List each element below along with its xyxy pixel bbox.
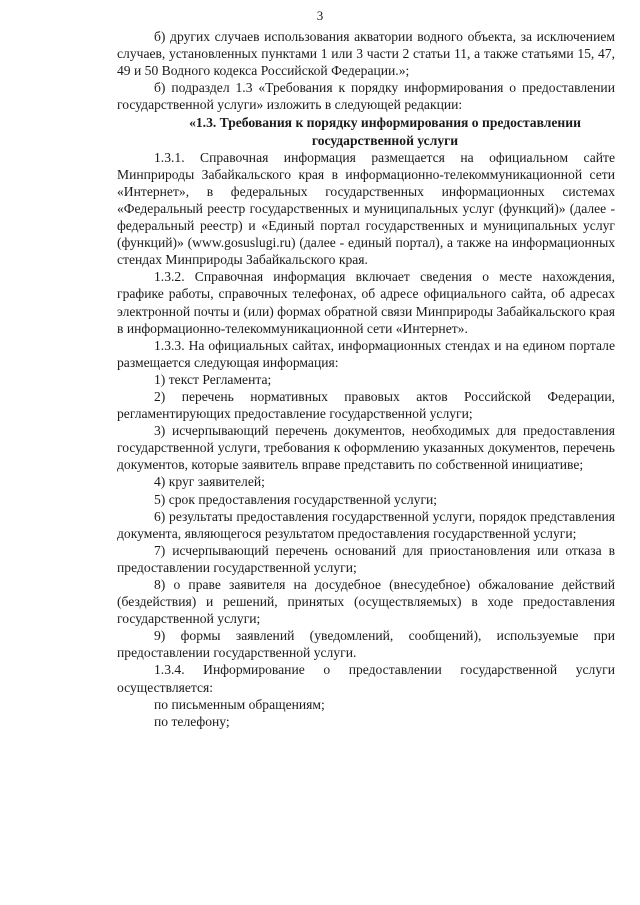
paragraph-1-3-4: 1.3.4. Информирование о предоставлении государственной услуги осуществляется:: [117, 662, 615, 695]
list-item: 7) исчерпывающий перечень оснований для приостановления или отказа в предоставлении государственной услуги;: [117, 542, 615, 575]
page-number: 3: [316, 8, 324, 23]
paragraph-subsection-amendment: б) подраздел 1.3 «Требования к порядку информирования о предоставлении государственной услуги» изложить в следующей редакции:: [117, 80, 615, 113]
section-heading: «1.3. Требования к порядку информирования о предоставлении государственной услуги: [189, 115, 581, 148]
list-item: 4) круг заявителей;: [154, 474, 265, 490]
list-item: 3) исчерпывающий перечень документов, необходимых для предоставления государственной услуги, требования к оформлению указанных документов, перечень документов, которые заявитель вправе представить по собственной инициативе;: [117, 423, 615, 473]
paragraph-1-3-2: 1.3.2. Справочная информация включает сведения о месте нахождения, графике работы, справочных телефонах, об адресе официального сайта, об адресах электронной почты и (или) формах обратной связи Минприроды Забайкальского края в информационно-телекоммуникационной сети «Интернет».: [117, 269, 615, 336]
list-item: 2) перечень нормативных правовых актов Российской Федерации, регламентирующих предоставление государственной услуги;: [117, 388, 615, 422]
list-item: 1) текст Регламента;: [154, 371, 272, 387]
list-item: по письменным обращениям;: [154, 696, 325, 712]
paragraph-water-use-cases: б) других случаев использования акватории водного объекта, за исключением случаев, установленных пунктами 1 или 3 части 2 статьи 11, а также статьями 15, 47, 49 и 50 Водного кодекса Российской Федерации.»;: [117, 29, 615, 79]
list-item: 5) срок предоставления государственной услуги;: [154, 491, 438, 507]
list-item: 9) формы заявлений (уведомлений, сообщений), используемые при предоставлении государственной услуги.: [117, 628, 615, 661]
list-item: 8) о праве заявителя на досудебное (внесудебное) обжалование действий (бездействия) и решений, принятых (осуществляемых) в ходе предоставления государственной услуги;: [117, 577, 615, 627]
list-item: 6) результаты предоставления государственной услуги, порядок представления документа, являющегося результатом предоставления государственной услуги;: [117, 508, 615, 541]
document-body: [117, 28, 615, 730]
paragraph-1-3-1: 1.3.1. Справочная информация размещается на официальном сайте Минприроды Забайкальского края в информационно-телекоммуникационной сети «Интернет», в федеральных государственных информационных системах «Федеральный реестр государственных и муниципальных услуг (функций)» (далее - федеральный реестр) и «Единый портал государственных и муниципальных услуг (функций)» (www.gosuslugi.ru) (далее - единый портал), а также на информационных стендах Минприроды Забайкальского края.: [117, 149, 615, 268]
list-item: по телефону;: [154, 713, 230, 729]
paragraph-1-3-3: 1.3.3. На официальных сайтах, информационных стендах и на едином портале размещается следующая информация:: [117, 337, 615, 370]
